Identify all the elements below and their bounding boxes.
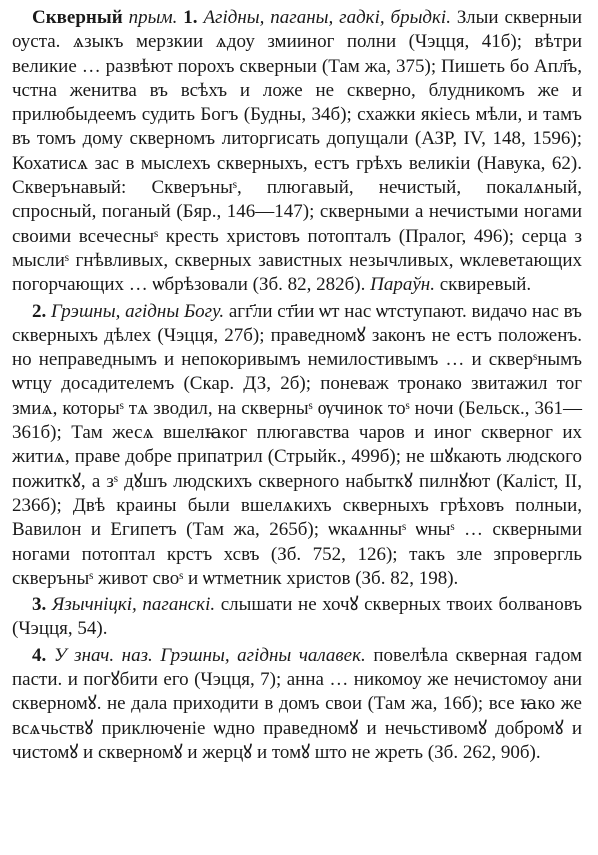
- sense-1-gloss: Агідны, паганы, гадкі, брыдкі.: [203, 7, 451, 28]
- sense-2-text: агг҃ли ст҃ии ѡт нас ѡтступают. видачо нас въ скверныхъ дѣлех (Чэцця, 27б); праведномꙋ законъ не естъ положенъ. но неправеднымъ и непокоривымъ немилостивымъ … и скверˢнымъ ѡтцу досадителемъ (Скар. ДЗ, 2б); поневаж тронако звитажил тог змиѧ, которыˢ тѧ зводил, на скверныˢ ѹчинок тоˢ ночи (Бельск., 361—361б); Там жесѧ вшелꙗког плюгавства чаров и иног скверног их житиѧ, праве добре припатрил (Стрыйк., 499б); не шꙋкають людского пожиткꙋ, а зˢ дꙋшъ людскихъ скверного набыткꙋ пилнꙋют (Каліст, II, 236б); Двѣ краины были вшелѧкихъ скверныхъ грѣховъ полныи, Вавилон и Египетъ (Там жа, 265б); ѡкаѧнныˢ ѡныˢ … скверными ногами потоптал крстъ хсвъ (Зб. 752, 126); такъ зле зпровергль скверъныˢ живот своˢ и ѡтметник христов (Зб. 82, 198).: [12, 300, 582, 589]
- sense-2-number: 2.: [32, 300, 47, 322]
- part-of-speech: прым.: [128, 7, 178, 28]
- sense-4-text: повелѣла скверная гадом пасти. и погꙋбити его (Чэцця, 7); анна … никомоу же нечистомоу ани скверномꙋ. не дала приходити в домъ свои (Там жа, 16б); все ꙗко же всѧчьствꙋ приключеніе ѡдно праведномꙋ и нечьстивомꙋ добромꙋ и чистомꙋ и скверномꙋ и жерцꙋ и томꙋ што не жреть (Зб. 262, 90б).: [12, 644, 583, 763]
- headword: Скверный: [32, 7, 123, 28]
- sense-3-text: слышати не хочꙋ скверных твоих болвановъ (Чэцця, 54).: [12, 594, 583, 640]
- sense-4-number: 4.: [32, 644, 47, 666]
- sense-4-gloss: У знач. наз. Грэшны, агідны чалавек.: [53, 644, 366, 666]
- sense-1-number: 1.: [183, 7, 198, 28]
- sense-1-paragraph: [12, 6, 582, 298]
- sense-1-text: Злыи скверныи оуста. ѧзыкъ мерзкии ѧдоу змииног полни (Чэцця, 41б); вѣтри великие … развѣют порохъ скверныи (Там жа, 375); Пишеть бо Апл҃ъ, чстна женитва въ всѣхъ и ложе не скверно, блудникомъ же и прилюбыдеемъ судить Богъ (Будны, 34б); схажки якіесь мѣли, и тамъ въ томъ дому скверномъ литоргисать допущали (АЗР, IV, 148, 1596); Кохатисѧ зас в мыслехъ скверныхъ, естъ грѣхъ великіи (Навука, 62). Скверънавый: Скверъныˢ, плюгавый, нечистый, покалѧный, спросный, поганый (Бяр., 146—147); скверными а нечистыми ногами своими всечесныˢ кресть христовъ потопталъ (Пралог, 496); серца з мыслиˢ гнѣвливых, скверных завистных незычливых, ѡклеветающих погорчающих … ѡбрѣзовали (Зб. 82, 282б).: [12, 7, 583, 296]
- sense-2-paragraph: [12, 300, 582, 592]
- sense-2-gloss: Грэшны, агідны Богу.: [51, 300, 225, 322]
- sense-1-compare-label: Параўн.: [370, 274, 435, 296]
- sense-3-paragraph: [12, 593, 582, 642]
- sense-1-compare-text: сквиревый.: [434, 274, 532, 296]
- sense-3-number: 3.: [32, 594, 47, 616]
- sense-4-paragraph: [12, 644, 582, 765]
- sense-3-gloss: Язычніцкі, паганскі.: [51, 594, 216, 616]
